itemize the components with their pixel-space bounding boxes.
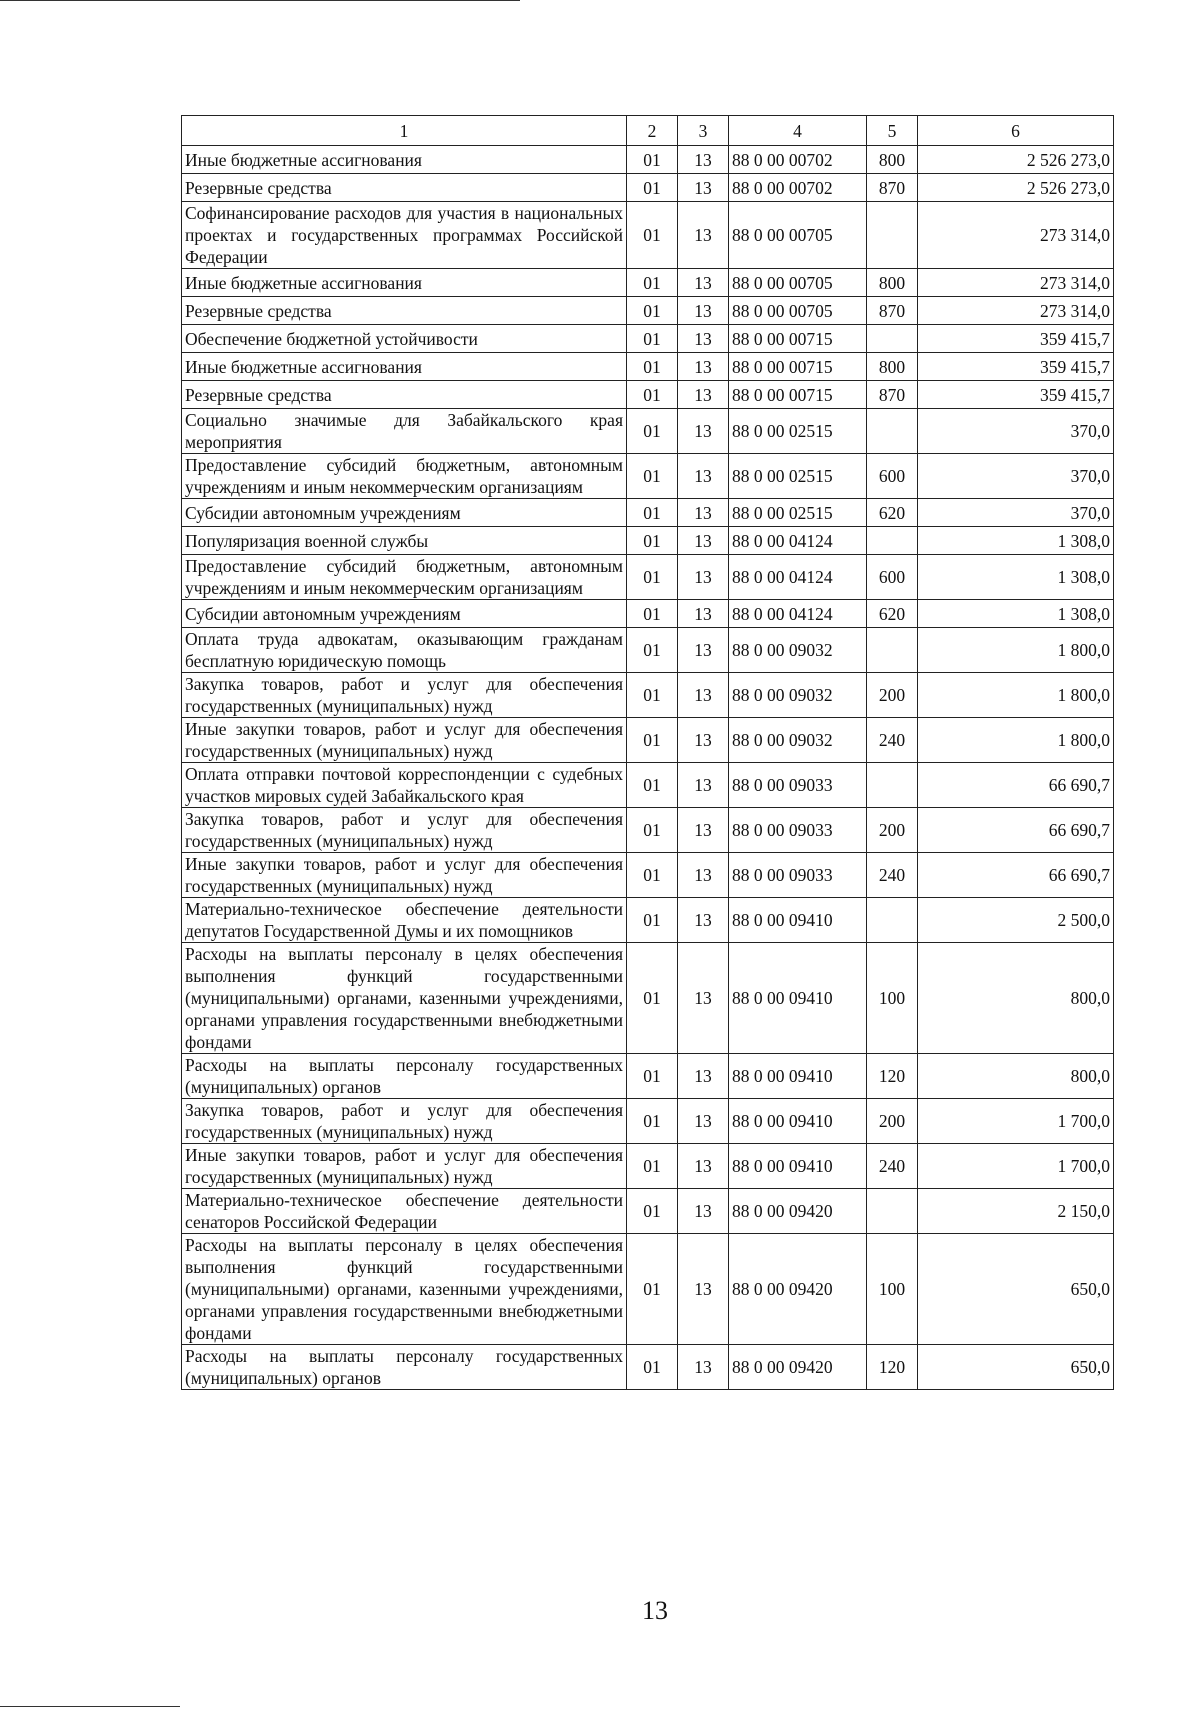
row-amount-cell: 359 415,7 — [918, 381, 1114, 409]
row-expense-type-cell: 200 — [867, 673, 918, 718]
table-header-row — [182, 116, 1114, 146]
row-expense-type-cell — [867, 763, 918, 808]
table-row — [182, 454, 1114, 499]
row-amount-cell: 2 526 273,0 — [918, 174, 1114, 202]
row-section-cell: 01 — [627, 146, 678, 174]
row-expense-type-cell: 200 — [867, 1099, 918, 1144]
table-row — [182, 1234, 1114, 1345]
row-expense-type-cell: 240 — [867, 853, 918, 898]
row-amount-cell: 1 308,0 — [918, 527, 1114, 555]
row-target-code-cell: 88 0 00 00715 — [729, 353, 867, 381]
row-amount-cell: 370,0 — [918, 454, 1114, 499]
table-row — [182, 174, 1114, 202]
row-amount-cell: 66 690,7 — [918, 808, 1114, 853]
row-name-cell: Оплата отправки почтовой корреспонденции с судебных участков мировых судей Забайкальского края — [182, 763, 627, 808]
row-target-code-cell: 88 0 00 04124 — [729, 600, 867, 628]
row-subsection-cell: 13 — [678, 673, 729, 718]
row-amount-cell: 1 308,0 — [918, 600, 1114, 628]
row-section-cell: 01 — [627, 1345, 678, 1390]
row-section-cell: 01 — [627, 1099, 678, 1144]
row-target-code-cell: 88 0 00 09032 — [729, 673, 867, 718]
row-target-code-cell: 88 0 00 09420 — [729, 1345, 867, 1390]
row-name-cell: Иные бюджетные ассигнования — [182, 353, 627, 381]
row-subsection-cell: 13 — [678, 325, 729, 353]
row-target-code-cell: 88 0 00 09410 — [729, 1054, 867, 1099]
table-row — [182, 600, 1114, 628]
row-expense-type-cell — [867, 1189, 918, 1234]
row-name-cell: Субсидии автономным учреждениям — [182, 499, 627, 527]
row-name-cell: Резервные средства — [182, 381, 627, 409]
table-row — [182, 943, 1114, 1054]
row-section-cell: 01 — [627, 853, 678, 898]
row-amount-cell: 1 308,0 — [918, 555, 1114, 600]
row-section-cell: 01 — [627, 409, 678, 454]
row-subsection-cell: 13 — [678, 202, 729, 269]
row-target-code-cell: 88 0 00 00702 — [729, 146, 867, 174]
table-row — [182, 1144, 1114, 1189]
row-expense-type-cell: 200 — [867, 808, 918, 853]
row-target-code-cell: 88 0 00 09032 — [729, 718, 867, 763]
row-section-cell: 01 — [627, 269, 678, 297]
page-number: 13 — [642, 1596, 668, 1625]
row-section-cell: 01 — [627, 1234, 678, 1345]
row-expense-type-cell: 620 — [867, 600, 918, 628]
row-expense-type-cell: 100 — [867, 943, 918, 1054]
table-row — [182, 718, 1114, 763]
row-subsection-cell: 13 — [678, 381, 729, 409]
table-row — [182, 269, 1114, 297]
row-amount-cell: 66 690,7 — [918, 853, 1114, 898]
column-header-4: 4 — [729, 116, 867, 146]
row-expense-type-cell: 240 — [867, 718, 918, 763]
row-expense-type-cell: 120 — [867, 1345, 918, 1390]
row-section-cell: 01 — [627, 673, 678, 718]
column-header-2: 2 — [627, 116, 678, 146]
row-target-code-cell: 88 0 00 09033 — [729, 853, 867, 898]
row-target-code-cell: 88 0 00 09420 — [729, 1189, 867, 1234]
row-name-cell: Материально-техническое обеспечение деятельности депутатов Государственной Думы и их помощников — [182, 898, 627, 943]
row-expense-type-cell: 100 — [867, 1234, 918, 1345]
row-name-cell: Обеспечение бюджетной устойчивости — [182, 325, 627, 353]
row-target-code-cell: 88 0 00 04124 — [729, 555, 867, 600]
scan-bottom-rule — [0, 1706, 180, 1707]
row-expense-type-cell — [867, 898, 918, 943]
table-row — [182, 499, 1114, 527]
row-subsection-cell: 13 — [678, 853, 729, 898]
row-name-cell: Оплата труда адвокатам, оказывающим гражданам бесплатную юридическую помощь — [182, 628, 627, 673]
row-expense-type-cell: 120 — [867, 1054, 918, 1099]
table-row — [182, 808, 1114, 853]
row-section-cell: 01 — [627, 174, 678, 202]
row-amount-cell: 800,0 — [918, 1054, 1114, 1099]
row-name-cell: Субсидии автономным учреждениям — [182, 600, 627, 628]
row-expense-type-cell: 870 — [867, 381, 918, 409]
table-row — [182, 628, 1114, 673]
row-expense-type-cell: 240 — [867, 1144, 918, 1189]
row-expense-type-cell: 800 — [867, 353, 918, 381]
table-row — [182, 853, 1114, 898]
row-section-cell: 01 — [627, 718, 678, 763]
table-row — [182, 898, 1114, 943]
row-section-cell: 01 — [627, 325, 678, 353]
row-section-cell: 01 — [627, 808, 678, 853]
row-target-code-cell: 88 0 00 09410 — [729, 1144, 867, 1189]
row-amount-cell: 359 415,7 — [918, 353, 1114, 381]
row-expense-type-cell: 600 — [867, 555, 918, 600]
row-name-cell: Расходы на выплаты персоналу государственных (муниципальных) органов — [182, 1345, 627, 1390]
row-expense-type-cell — [867, 325, 918, 353]
row-subsection-cell: 13 — [678, 146, 729, 174]
row-name-cell: Популяризация военной службы — [182, 527, 627, 555]
row-amount-cell: 273 314,0 — [918, 202, 1114, 269]
row-amount-cell: 2 150,0 — [918, 1189, 1114, 1234]
scan-top-rule — [0, 0, 520, 1]
row-target-code-cell: 88 0 00 09033 — [729, 763, 867, 808]
row-section-cell: 01 — [627, 1144, 678, 1189]
table-row — [182, 1189, 1114, 1234]
row-section-cell: 01 — [627, 527, 678, 555]
row-expense-type-cell: 620 — [867, 499, 918, 527]
row-section-cell: 01 — [627, 381, 678, 409]
table-row — [182, 353, 1114, 381]
row-subsection-cell: 13 — [678, 1054, 729, 1099]
row-subsection-cell: 13 — [678, 499, 729, 527]
row-section-cell: 01 — [627, 499, 678, 527]
row-expense-type-cell — [867, 628, 918, 673]
column-header-6: 6 — [918, 116, 1114, 146]
row-section-cell: 01 — [627, 1189, 678, 1234]
row-amount-cell: 370,0 — [918, 499, 1114, 527]
row-name-cell: Социально значимые для Забайкальского края мероприятия — [182, 409, 627, 454]
table-row — [182, 1345, 1114, 1390]
row-name-cell: Предоставление субсидий бюджетным, автономным учреждениям и иным некоммерческим организациям — [182, 555, 627, 600]
row-amount-cell: 1 700,0 — [918, 1099, 1114, 1144]
row-expense-type-cell — [867, 202, 918, 269]
row-subsection-cell: 13 — [678, 763, 729, 808]
row-name-cell: Резервные средства — [182, 297, 627, 325]
row-subsection-cell: 13 — [678, 269, 729, 297]
row-name-cell: Иные закупки товаров, работ и услуг для обеспечения государственных (муниципальных) нужд — [182, 1144, 627, 1189]
row-subsection-cell: 13 — [678, 600, 729, 628]
row-subsection-cell: 13 — [678, 454, 729, 499]
row-amount-cell: 370,0 — [918, 409, 1114, 454]
row-name-cell: Предоставление субсидий бюджетным, автономным учреждениям и иным некоммерческим организациям — [182, 454, 627, 499]
table-body — [182, 146, 1114, 1390]
row-name-cell: Резервные средства — [182, 174, 627, 202]
row-name-cell: Закупка товаров, работ и услуг для обеспечения государственных (муниципальных) нужд — [182, 673, 627, 718]
row-amount-cell: 650,0 — [918, 1345, 1114, 1390]
row-name-cell: Иные закупки товаров, работ и услуг для обеспечения государственных (муниципальных) нужд — [182, 718, 627, 763]
row-subsection-cell: 13 — [678, 1189, 729, 1234]
table-row — [182, 381, 1114, 409]
row-subsection-cell: 13 — [678, 555, 729, 600]
row-name-cell: Иные бюджетные ассигнования — [182, 269, 627, 297]
row-target-code-cell: 88 0 00 09410 — [729, 898, 867, 943]
row-expense-type-cell: 600 — [867, 454, 918, 499]
row-section-cell: 01 — [627, 943, 678, 1054]
row-target-code-cell: 88 0 00 02515 — [729, 409, 867, 454]
row-target-code-cell: 88 0 00 00702 — [729, 174, 867, 202]
row-subsection-cell: 13 — [678, 527, 729, 555]
table-row — [182, 297, 1114, 325]
row-target-code-cell: 88 0 00 09033 — [729, 808, 867, 853]
budget-table — [181, 115, 1114, 1390]
row-expense-type-cell: 800 — [867, 146, 918, 174]
row-subsection-cell: 13 — [678, 1234, 729, 1345]
row-expense-type-cell: 870 — [867, 297, 918, 325]
row-subsection-cell: 13 — [678, 943, 729, 1054]
row-amount-cell: 1 800,0 — [918, 628, 1114, 673]
row-subsection-cell: 13 — [678, 409, 729, 454]
column-header-1: 1 — [182, 116, 627, 146]
column-header-5: 5 — [867, 116, 918, 146]
table-row — [182, 527, 1114, 555]
row-section-cell: 01 — [627, 454, 678, 499]
row-amount-cell: 1 800,0 — [918, 718, 1114, 763]
row-amount-cell: 1 800,0 — [918, 673, 1114, 718]
row-section-cell: 01 — [627, 297, 678, 325]
row-section-cell: 01 — [627, 202, 678, 269]
row-expense-type-cell: 800 — [867, 269, 918, 297]
row-subsection-cell: 13 — [678, 898, 729, 943]
table-row — [182, 673, 1114, 718]
row-amount-cell: 1 700,0 — [918, 1144, 1114, 1189]
row-section-cell: 01 — [627, 763, 678, 808]
table-row — [182, 409, 1114, 454]
row-section-cell: 01 — [627, 628, 678, 673]
table-row — [182, 146, 1114, 174]
row-subsection-cell: 13 — [678, 718, 729, 763]
row-name-cell: Закупка товаров, работ и услуг для обеспечения государственных (муниципальных) нужд — [182, 1099, 627, 1144]
row-name-cell: Расходы на выплаты персоналу в целях обеспечения выполнения функций государственными (муниципальными) органами, казенными учреждениями, органами управления государственными внебюджетными фондами — [182, 943, 627, 1054]
row-name-cell: Расходы на выплаты персоналу в целях обеспечения выполнения функций государственными (муниципальными) органами, казенными учреждениями, органами управления государственными внебюджетными фондами — [182, 1234, 627, 1345]
row-target-code-cell: 88 0 00 09410 — [729, 1099, 867, 1144]
row-target-code-cell: 88 0 00 02515 — [729, 499, 867, 527]
row-amount-cell: 359 415,7 — [918, 325, 1114, 353]
row-amount-cell: 273 314,0 — [918, 297, 1114, 325]
table-row — [182, 1054, 1114, 1099]
row-subsection-cell: 13 — [678, 1345, 729, 1390]
row-target-code-cell: 88 0 00 00705 — [729, 269, 867, 297]
row-subsection-cell: 13 — [678, 297, 729, 325]
row-amount-cell: 800,0 — [918, 943, 1114, 1054]
row-target-code-cell: 88 0 00 00705 — [729, 202, 867, 269]
row-subsection-cell: 13 — [678, 1144, 729, 1189]
row-name-cell: Закупка товаров, работ и услуг для обеспечения государственных (муниципальных) нужд — [182, 808, 627, 853]
row-name-cell: Иные закупки товаров, работ и услуг для обеспечения государственных (муниципальных) нужд — [182, 853, 627, 898]
column-header-3: 3 — [678, 116, 729, 146]
table-row — [182, 1099, 1114, 1144]
table-row — [182, 555, 1114, 600]
row-amount-cell: 2 500,0 — [918, 898, 1114, 943]
row-name-cell: Софинансирование расходов для участия в национальных проектах и государственных программах Российской Федерации — [182, 202, 627, 269]
row-subsection-cell: 13 — [678, 808, 729, 853]
row-expense-type-cell — [867, 409, 918, 454]
table-row — [182, 202, 1114, 269]
row-target-code-cell: 88 0 00 09420 — [729, 1234, 867, 1345]
row-target-code-cell: 88 0 00 00705 — [729, 297, 867, 325]
table-row — [182, 325, 1114, 353]
row-subsection-cell: 13 — [678, 628, 729, 673]
row-section-cell: 01 — [627, 898, 678, 943]
row-subsection-cell: 13 — [678, 1099, 729, 1144]
table-row — [182, 763, 1114, 808]
row-name-cell: Расходы на выплаты персоналу государственных (муниципальных) органов — [182, 1054, 627, 1099]
row-section-cell: 01 — [627, 600, 678, 628]
row-expense-type-cell: 870 — [867, 174, 918, 202]
row-amount-cell: 650,0 — [918, 1234, 1114, 1345]
row-name-cell: Иные бюджетные ассигнования — [182, 146, 627, 174]
row-expense-type-cell — [867, 527, 918, 555]
row-name-cell: Материально-техническое обеспечение деятельности сенаторов Российской Федерации — [182, 1189, 627, 1234]
row-amount-cell: 66 690,7 — [918, 763, 1114, 808]
row-target-code-cell: 88 0 00 09032 — [729, 628, 867, 673]
row-target-code-cell: 88 0 00 04124 — [729, 527, 867, 555]
row-section-cell: 01 — [627, 555, 678, 600]
row-target-code-cell: 88 0 00 00715 — [729, 381, 867, 409]
row-subsection-cell: 13 — [678, 174, 729, 202]
row-section-cell: 01 — [627, 1054, 678, 1099]
row-target-code-cell: 88 0 00 02515 — [729, 454, 867, 499]
row-amount-cell: 2 526 273,0 — [918, 146, 1114, 174]
row-subsection-cell: 13 — [678, 353, 729, 381]
row-amount-cell: 273 314,0 — [918, 269, 1114, 297]
row-section-cell: 01 — [627, 353, 678, 381]
row-target-code-cell: 88 0 00 09410 — [729, 943, 867, 1054]
row-target-code-cell: 88 0 00 00715 — [729, 325, 867, 353]
